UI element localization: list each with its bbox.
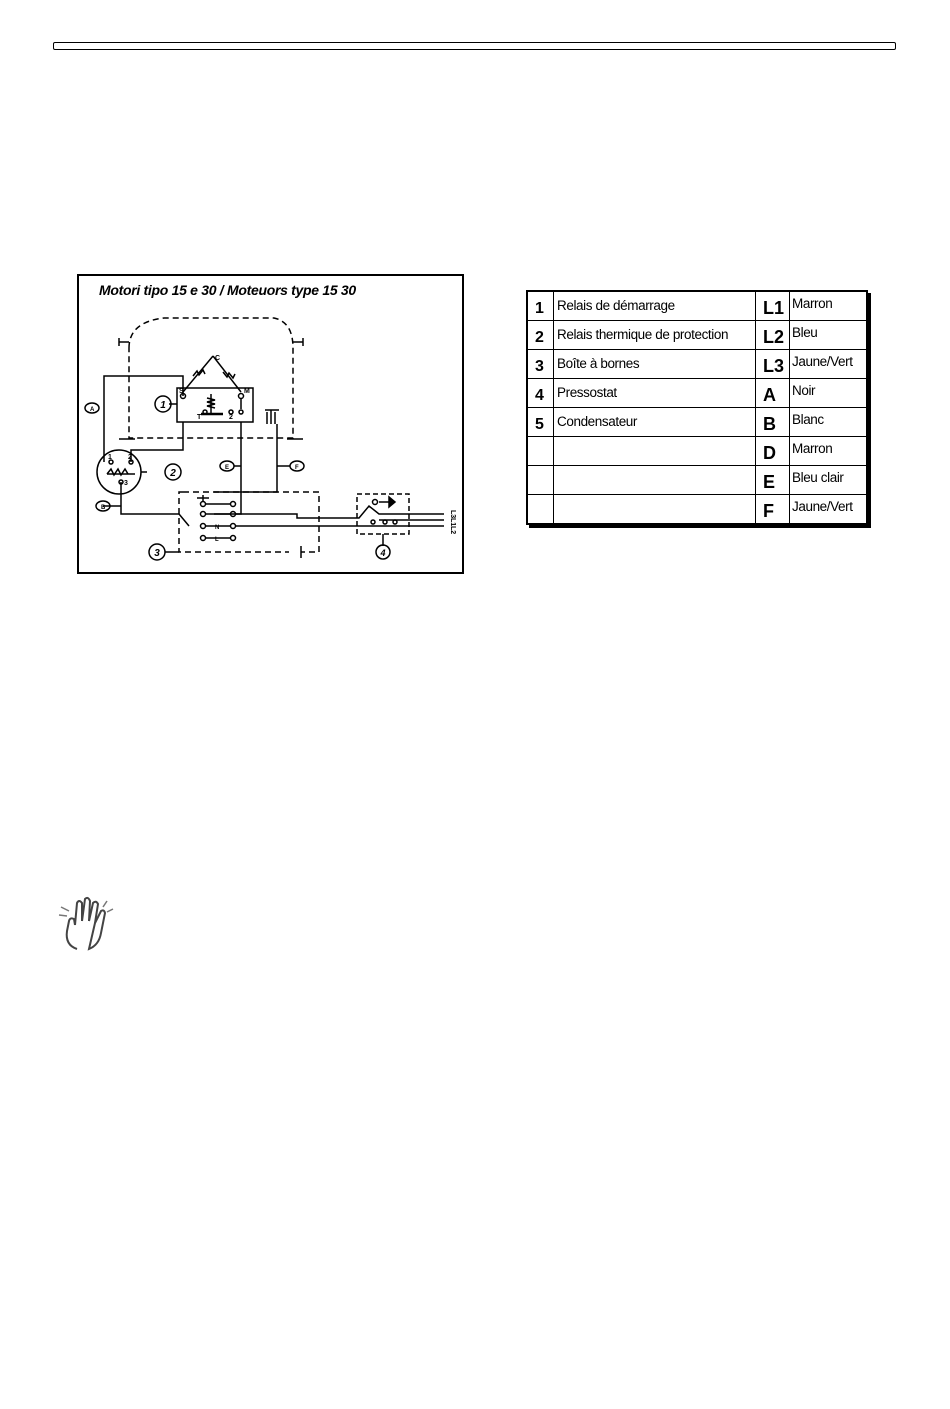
legend-num xyxy=(528,466,554,494)
table-row xyxy=(528,321,866,350)
relay-pin-2: 2 xyxy=(128,454,132,461)
legend-color: Jaune/Vert xyxy=(792,499,853,514)
relay-pin-1: 1 xyxy=(108,454,112,461)
table-row xyxy=(528,292,866,321)
legend-num xyxy=(528,495,554,524)
part-label-1: 1 xyxy=(160,400,166,411)
line-label-l2: L2 xyxy=(449,526,456,535)
wire-label-f: F xyxy=(295,465,299,471)
legend-color: Marron xyxy=(792,441,833,456)
legend-color: Bleu xyxy=(792,325,818,340)
part-label-2: 2 xyxy=(170,468,176,479)
legend-color: Marron xyxy=(792,296,833,311)
header-bar xyxy=(53,42,896,50)
legend-desc: Relais thermique de protection xyxy=(554,321,756,349)
legend-num: 1 xyxy=(528,292,554,320)
table-row xyxy=(528,466,866,495)
terminal-two: 2 xyxy=(229,414,233,421)
relay-pin-3: 3 xyxy=(124,480,128,487)
table-row xyxy=(528,408,866,437)
legend-num: 5 xyxy=(528,408,554,436)
block-label-l: L xyxy=(215,537,219,543)
hand-warning-icon xyxy=(55,893,117,953)
wire-label-e: E xyxy=(225,465,230,471)
table-row xyxy=(528,350,866,379)
legend-code: F xyxy=(756,495,790,524)
wire-label-b: B xyxy=(101,505,106,511)
legend-num: 3 xyxy=(528,350,554,378)
terminal-t: T xyxy=(197,414,202,421)
legend-color: Jaune/Vert xyxy=(792,354,853,369)
legend-desc: Pressostat xyxy=(554,379,756,407)
legend-num: 4 xyxy=(528,379,554,407)
legend-num xyxy=(528,437,554,465)
legend-desc: Condensateur xyxy=(554,408,756,436)
terminal-c: C xyxy=(215,355,221,362)
terminal-m: M xyxy=(244,388,250,395)
legend-desc: Relais de démarrage xyxy=(554,292,756,320)
legend-color: Bleu clair xyxy=(792,470,844,485)
legend-desc xyxy=(554,495,756,524)
legend-num: 2 xyxy=(528,321,554,349)
legend-desc: Boîte à bornes xyxy=(554,350,756,378)
legend-code: L1 xyxy=(756,292,790,320)
block-label-n: N xyxy=(215,525,220,531)
legend-color: Blanc xyxy=(792,412,824,427)
wiring-diagram xyxy=(77,274,464,574)
legend-code: E xyxy=(756,466,790,494)
table-row xyxy=(528,379,866,408)
wiring-schematic xyxy=(79,276,462,572)
legend-code: L3 xyxy=(756,350,790,378)
wire-label-a: A xyxy=(90,407,95,413)
legend-code: B xyxy=(756,408,790,436)
legend-desc xyxy=(554,466,756,494)
legend-code: D xyxy=(756,437,790,465)
line-label-l3: L3 xyxy=(449,510,456,519)
legend-desc xyxy=(554,437,756,465)
table-row xyxy=(528,437,866,466)
part-label-4: 4 xyxy=(380,548,386,558)
line-label-l1: L1 xyxy=(449,518,456,527)
legend-table xyxy=(526,290,868,525)
legend-color: Noir xyxy=(792,383,816,398)
diagram-title: Motori tipo 15 e 30 / Moteuors type 15 30 xyxy=(99,282,356,298)
legend-code: L2 xyxy=(756,321,790,349)
legend-code: A xyxy=(756,379,790,407)
compressor-outline xyxy=(129,318,293,438)
terminal-s: S xyxy=(179,388,184,395)
part-label-3: 3 xyxy=(154,548,160,559)
table-row xyxy=(528,495,866,524)
